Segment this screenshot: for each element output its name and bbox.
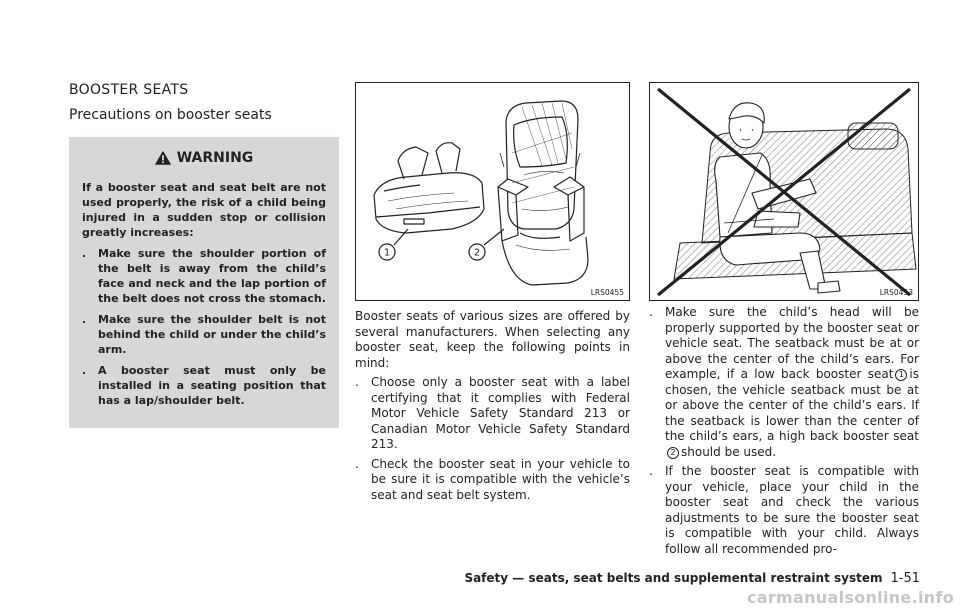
footer-title: Safety — seats, seat belts and supplemental restraint system xyxy=(464,571,883,585)
text-fragment: Make sure the child’s head will be properly supported by the booster seat or vehicle seat. The seatback must be at or above the center of the child’s ears. For example, if a low back booster seat xyxy=(665,305,919,381)
figure-code: LRS0455 xyxy=(590,288,624,297)
list-item-text: If the booster seat is compatible with your vehicle, place your child in the booster seat and check the various adjustments to be sure the booster seat is compatible with your child. Always follow all recommended pro- xyxy=(665,464,919,556)
warning-bullet xyxy=(82,246,326,306)
page-number: 1-51 xyxy=(890,571,920,586)
page-footer xyxy=(464,571,920,586)
right-column xyxy=(649,82,919,557)
left-column xyxy=(69,82,339,428)
warning-icon xyxy=(155,151,171,165)
warning-bullet-text: A booster seat must only be installed in a seating position that has a lap/shoulder belt. xyxy=(98,364,326,407)
improper-seating-figure xyxy=(649,82,919,301)
warning-box xyxy=(69,137,339,428)
text-fragment: is chosen, the vehicle seatback must be at or above the center of the child’s ears. If the seatback is lower than the center of the child’s ears, a high back booster seat xyxy=(665,367,919,443)
warning-header xyxy=(82,150,326,166)
booster-seats-illustration xyxy=(356,83,629,300)
figure-code: LRS0453 xyxy=(879,288,913,297)
bullet-marker: . xyxy=(649,305,653,319)
list-item-text: Choose only a booster seat with a label certifying that it complies with Federal Motor Vehicle Safety Standard 213 or Canadian Motor Vehicle Safety Standard 213. xyxy=(371,375,630,451)
bullet-marker: . xyxy=(355,375,359,389)
warning-bullet-text: Make sure the shoulder portion of the belt is away from the child’s face and neck and the lap portion of the belt does not cross the stomach. xyxy=(98,247,326,305)
warning-list xyxy=(82,246,326,408)
list-item xyxy=(649,305,919,460)
list-item-text: Check the booster seat in your vehicle to be sure it is compatible with the vehicle’s seat and seat belt system. xyxy=(371,456,630,502)
callout-ref-2: 2 xyxy=(667,447,679,459)
booster-seat-figure xyxy=(355,82,630,301)
middle-column xyxy=(355,82,630,503)
list-item xyxy=(355,375,630,453)
warning-intro: If a booster seat and seat belt are not used properly, the risk of a child being injured in a sudden stop or collision greatly increases: xyxy=(82,181,326,239)
bullet-marker: . xyxy=(82,313,87,326)
section-title: BOOSTER SEATS xyxy=(69,82,189,98)
warning-bullet xyxy=(82,363,326,408)
bullet-marker: . xyxy=(649,464,653,478)
callout-ref-1: 1 xyxy=(895,369,907,381)
callout-2-label: 2 xyxy=(473,247,481,259)
warning-title: WARNING xyxy=(176,150,254,166)
child-without-booster-illustration xyxy=(650,83,918,300)
warning-bullet-text: Make sure the shoulder belt is not behind the child or under the child’s arm. xyxy=(98,313,326,356)
subsection-title: Precautions on booster seats xyxy=(69,107,272,123)
callout-1-label: 1 xyxy=(383,247,391,259)
text-fragment: should be used. xyxy=(681,444,777,459)
body-paragraph: Booster seats of various sizes are offered by several manufacturers. When selecting any booster seat, keep the following points in mind: xyxy=(355,309,630,370)
watermark: carmanualsonline.info xyxy=(746,588,954,607)
bullet-marker: . xyxy=(355,456,359,471)
list-item xyxy=(649,464,919,557)
bullet-marker: . xyxy=(82,247,87,260)
warning-bullet xyxy=(82,312,326,357)
list-item xyxy=(355,457,630,504)
bullet-marker: . xyxy=(82,364,87,377)
list-item-text xyxy=(665,305,919,460)
